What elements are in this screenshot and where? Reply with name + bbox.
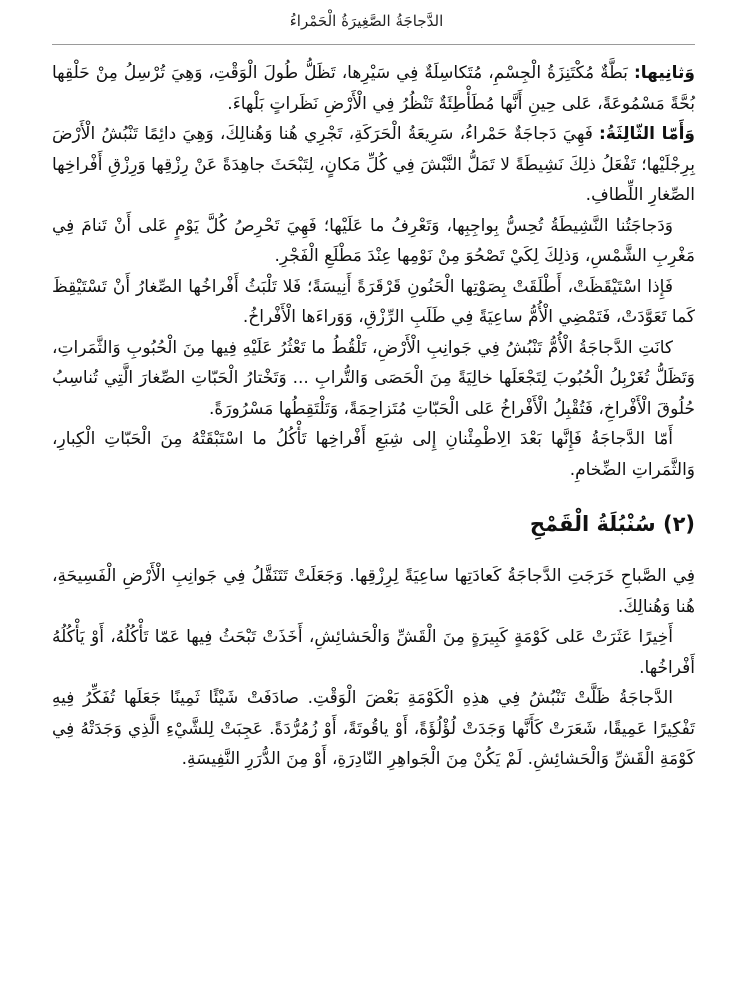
paragraph: أَخِيرًا عَثَرَتْ عَلى كَوْمَةٍ كَبِيرَةٍ مِنَ الْقَشِّ وَالْحَشائِشِ، أَخَذَتْ تَبْحَثُ فِيها عَمّا تَأْكُلُهُ، أَوْ يَأْكُلُهُ أَفْراخُها. bbox=[52, 627, 695, 678]
paragraph-lead: وَثانِيها: bbox=[633, 63, 695, 83]
paragraph: كانَتِ الدَّجاجَةُ الْأُمُّ تَنْبُشُ فِي جَوانِبِ الْأَرْضِ، تَلْقُطُ ما تَعْثُرُ عَلَيْهِ فِيها مِنَ الْحُبُوبِ وَالثَّمَراتِ، وَتَظَلُّ تُغَرْبِلُ الْحُبُوبَ لِتَجْعَلَها خالِيَةً مِنَ الْحَصَى وَالتُّرابِ ... وَتَخْتارُ الْحَبّاتِ الصِّغارَ الَّتِي تُناسِبُ حُلُوقَ الْأَفْراخِ، فَتُقْبِلُ الْأَفْراخُ عَلى الْحَبّاتِ مُتَزاحِمَةً، وَتَلْتَقِطُها مَسْرُورَةً. bbox=[52, 337, 695, 419]
paragraph: أَمّا الدَّجاجَةُ فَإِنَّها بَعْدَ الِاطْمِئْنانِ إِلى شِبَعِ أَفْراخِها تَأْكُلُ ما اسْتَبْقَتْهُ مِنَ الْحَبّاتِ الْكِبارِ، وَالثَّمَراتِ الضِّخامِ. bbox=[52, 429, 695, 480]
paragraph-text: بَطَّةٌ مُكْتَنِزَةُ الْجِسْمِ، مُتَكاسِلَةٌ فِي سَيْرِها، تَظَلُّ طُولَ الْوَقْتِ، وَهِيَ تُرْسِلُ مِنْ حَلْقِها بُحَّةً مَسْمُوعَةً، عَلى حِينِ أَنَّها مُطَأْطِئَةٌ تَنْظُرُ فِي الْأَرْضِ نَظَراتٍ بَلْهاءَ. bbox=[52, 63, 695, 114]
paragraph: الدَّجاجَةُ ظَلَّتْ تَنْبُشُ فِي هذِهِ الْكَوْمَةِ بَعْضَ الْوَقْتِ. صادَفَتْ شَيْئًا ثَمِينًا جَعَلَها تُفَكِّرُ فِيهِ تَفْكِيرًا عَمِيقًا، شَعَرَتْ كَأَنَّها وَجَدَتْ لُؤْلُؤَةً، أَوْ ياقُوتَةً، أَوْ زُمُرُّدَةً. عَجِبَتْ لِلشَّيْءِ الَّذِي وَجَدَتْهُ فِي كَوْمَةِ الْقَشِّ وَالْحَشائِشِ. لَمْ يَكُنْ مِنَ الْجَواهِرِ النّادِرَةِ، أَوْ مِنَ الدُّرَرِ النَّفِيسَةِ. bbox=[52, 688, 695, 769]
paragraph: وَدَجاجَتُنا النَّشِيطَةُ تُحِسُّ بِواجِبِها، وَتَعْرِفُ ما عَلَيْها؛ فَهِيَ تَحْرِصُ كُلَّ يَوْمٍ عَلى أَنْ تَنامَ فِي مَغْرِبِ الشَّمْسِ، وَذلِكَ لِكَيْ تَصْحُوَ مِنْ نَوْمِها عِنْدَ مَطْلَعِ الْفَجْرِ. bbox=[52, 215, 695, 266]
paragraph-third-animal bbox=[52, 119, 695, 211]
paragraph-lead: وَأَمّا الثّالِثَةُ: bbox=[599, 124, 695, 144]
paragraph-second-animal bbox=[52, 58, 695, 119]
paragraph: فِي الصَّباحِ خَرَجَتِ الدَّجاجَةُ كَعادَتِها ساعِيَةً لِرِزْقِها. وَجَعَلَتْ تَتَنَقَّلُ فِي جَوانِبِ الْأَرْضِ الْفَسِيحَةِ، هُنا وَهُنالِكَ. bbox=[52, 566, 695, 617]
paragraph: فَإِذا اسْتَيْقَظَتْ، أَطْلَقَتْ بِصَوْتِها الْحَنُونِ قَرْقَرَةً أَنِيسَةً؛ فَلا تَلْبَثُ أَفْراخُها الصِّغارُ أَنْ تَسْتَيْقِظَ كَما تَعَوَّدَتْ، فَتَمْضِي الْأُمُّ ساعِيَةً فِي طَلَبِ الرِّزْقِ، وَوَراءَها الْأَفْراخُ. bbox=[52, 276, 695, 327]
paragraph-text: فَهِيَ دَجاجَةٌ حَمْراءُ، سَرِيعَةُ الْحَرَكَةِ، تَجْرِي هُنا وَهُنالِكَ، وَهِيَ دائِمًا تَنْبُشُ الْأَرْضَ بِرِجْلَيْها؛ تَفْعَلُ ذلِكَ نَشِيطَةً لا تَمَلُّ النَّبْشَ فِي كُلِّ مَكانٍ، لِتَبْحَثَ جاهِدَةً عَنْ رِزْقِها وَرِزْقِ أَفْراخِها الصِّغارِ اللِّطافِ. bbox=[52, 124, 695, 205]
running-title: الدَّجاجَةُ الصَّغِيرَةُ الْحَمْراءُ bbox=[289, 12, 444, 30]
body-text bbox=[52, 58, 695, 775]
header-divider bbox=[52, 44, 695, 45]
section-heading: (٢) سُنْبُلَةُ الْقَمْحِ bbox=[529, 512, 695, 536]
